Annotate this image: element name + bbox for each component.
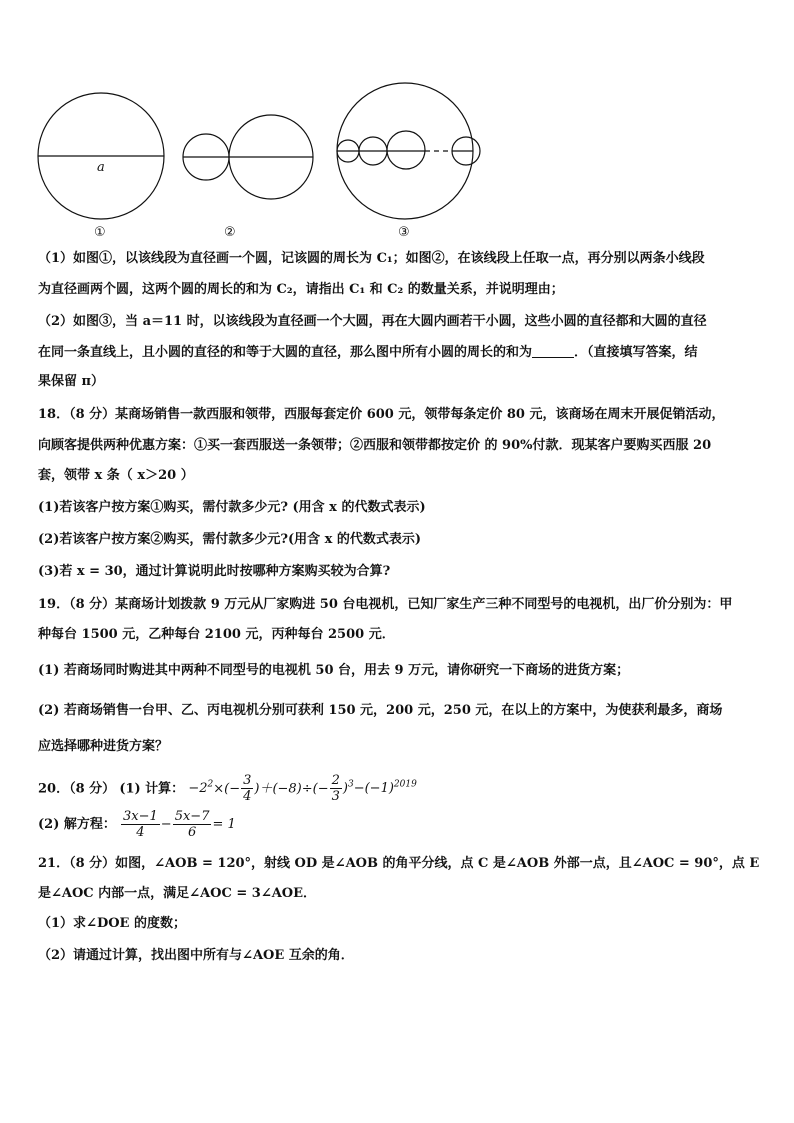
- answer-blank[interactable]: [532, 343, 574, 358]
- q20-part2-label: (2) 解方程：: [38, 817, 116, 832]
- q17-part2-line2-text: 在同一条直线上，且小圆的直径的和等于大圆的直径，那么图中所有小圆的周长的和为: [38, 345, 533, 360]
- q20-frac-2-3: $\frac{2}{3}$: [331, 773, 340, 805]
- q17-part2-line3: 果保留 π）: [38, 374, 105, 389]
- q18-line3: 套，领带 x 条（ x＞20 ）: [38, 468, 194, 483]
- q19-line2: 种每台 1500 元，乙种每台 2100 元，丙种每台 2500 元．: [38, 627, 395, 642]
- q20-eq-frac-1: $\frac{3x-1}{4}$: [123, 809, 158, 840]
- fig2-caption: ②: [224, 225, 236, 240]
- q21-sub1: （1）求∠DOE 的度数；: [38, 916, 186, 931]
- q18-sub1: (1)若该客户按方案①购买，需付款多少元? (用含 x 的代数式表示): [38, 500, 426, 515]
- q20-eq-minus: −: [160, 817, 172, 832]
- q21-line2: 是∠AOC 内部一点，满足∠AOC = 3∠AOE．: [38, 886, 317, 901]
- q20-expr-a: $-2^2$: [188, 780, 214, 797]
- q18-line2: 向顾客提供两种优惠方案：①买一套西服送一条领带；②西服和领带都按定价 的 90%付款．现某客户要购买西服 20: [38, 438, 712, 453]
- q18-line1: 18．（8 分）某商场销售一款西服和领带，西服每套定价 600 元，领带每条定价 80 元，该商场在周末开展促销活动，: [38, 407, 725, 422]
- q18-sub3: (3)若 x = 30，通过计算说明此时按哪种方案购买较为合算?: [38, 564, 391, 579]
- circle-diagrams: [0, 80, 794, 245]
- circle-figures: [0, 80, 794, 245]
- q20-expr-b: ×(−: [213, 781, 241, 797]
- q17-part2-line1: （2）如图③，当 a＝11 时，以该线段为直径画一个大圆，再在大圆内画若干小圆，这些小圆的直径都和大圆的直径: [38, 314, 707, 329]
- q20-part2: [38, 808, 763, 848]
- q20-eq-rhs: = 1: [212, 817, 236, 832]
- q19-sub2-line1: (2) 若商场销售一台甲、乙、丙电视机分别可获利 150 元，200 元，250 元，在以上的方案中，为使获利最多，商场: [38, 703, 723, 718]
- q21-sub2: （2）请通过计算，找出图中所有与∠AOE 互余的角．: [38, 948, 354, 963]
- q19-line1: 19．（8 分）某商场计划拨款 9 万元从厂家购进 50 台电视机，已知厂家生产三种不同型号的电视机，出厂价分别为：甲: [38, 597, 733, 612]
- q20-frac-3-4: $\frac{3}{4}$: [243, 773, 252, 805]
- q20-expr-c: )＋(−8)÷(−: [254, 781, 329, 797]
- q20-expr-e: $-(-1)^{2019}$: [353, 780, 417, 797]
- fig3-small-circle-3: [387, 131, 425, 169]
- fig1-caption: ①: [94, 225, 106, 240]
- q17-part2-line2: [38, 343, 763, 362]
- q17-part2-line2-tail: ．（直接填写答案，结: [574, 345, 698, 360]
- fig1-label-a: a: [97, 160, 105, 175]
- q17-part1-line2: 为直径画两个圆，这两个圆的周长的和为 C₂，请指出 C₁ 和 C₂ 的数量关系，并说明理由；: [38, 282, 564, 297]
- q17-part1-line1: （1）如图①，以该线段为直径画一个圆，记该圆的周长为 C₁；如图②，在该线段上任取一点，再分别以两条小线段: [38, 251, 705, 266]
- q21-line1: 21．（8 分）如图，∠AOB = 120°，射线 OD 是∠AOB 的角平分线，点 C 是∠AOB 外部一点，且∠AOC = 90°，点 E: [38, 856, 760, 871]
- q20-expr-d: )$^3$: [342, 780, 354, 797]
- q20-part1: [38, 768, 763, 808]
- q18-sub2: (2)若该客户按方案②购买，需付款多少元?(用含 x 的代数式表示): [38, 532, 422, 547]
- q20-part1-label: (1) 计算：: [119, 781, 185, 797]
- q19-sub2-line2: 应选择哪种进货方案？: [38, 739, 169, 754]
- q20-head: 20．（8 分）: [38, 781, 116, 797]
- q19-sub1: (1) 若商场同时购进其中两种不同型号的电视机 50 台，用去 9 万元，请你研究一下商场的进货方案；: [38, 663, 630, 678]
- fig3-caption: ③: [398, 225, 410, 240]
- q20-eq-frac-2: $\frac{5x-7}{6}$: [174, 809, 210, 840]
